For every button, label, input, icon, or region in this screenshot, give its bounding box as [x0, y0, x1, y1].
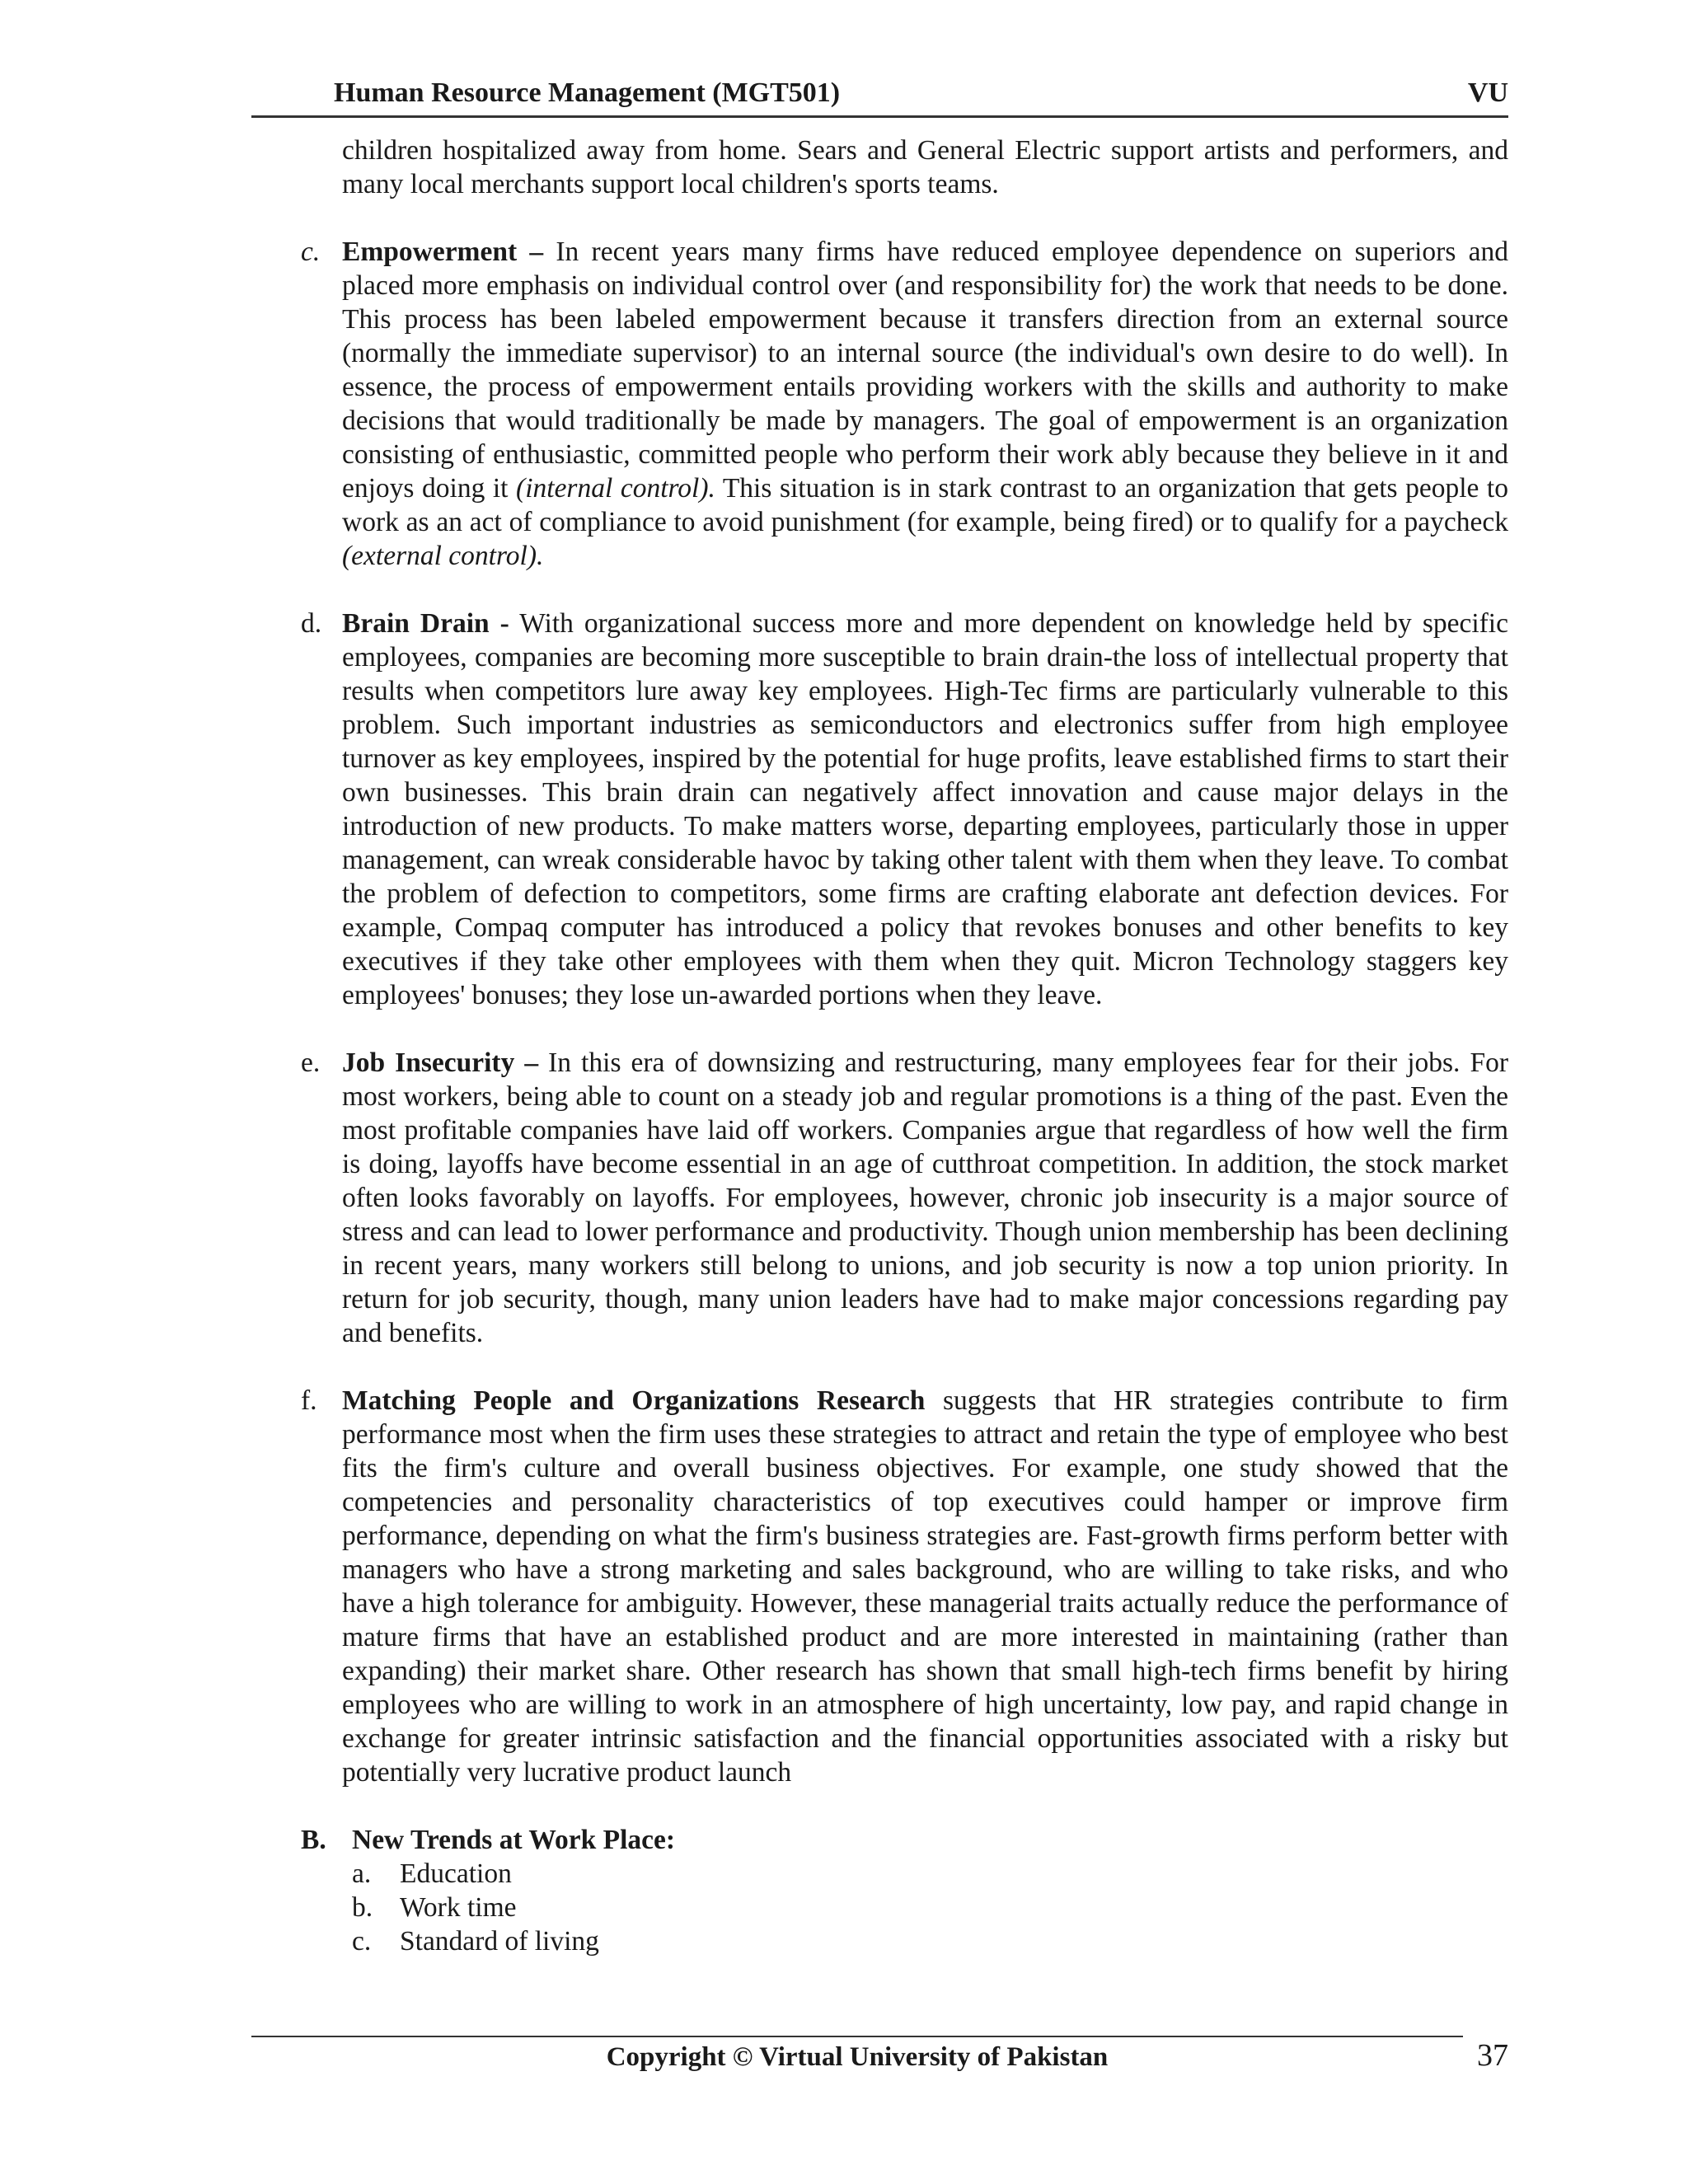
item-heading: Brain Drain -	[342, 608, 509, 639]
page-content	[301, 134, 1508, 1958]
item-text: This situation is in stark contrast to an organization that gets people to work as an act of compliance to avoid punishment (for example, being fired) or to qualify for a paycheck	[342, 473, 1508, 537]
section-number: B.	[301, 1825, 326, 1855]
item-marker: f.	[301, 1385, 317, 1416]
section-b	[301, 1823, 1508, 1958]
sub-label: Standard of living	[400, 1926, 599, 1957]
sub-marker: b.	[352, 1892, 373, 1923]
list-item-job-insecurity	[301, 1046, 1508, 1350]
item-marker: c.	[301, 237, 321, 267]
item-paragraph	[342, 607, 1508, 1012]
footer-divider	[251, 2036, 1463, 2037]
item-marker: d.	[301, 608, 322, 639]
intro-paragraph: children hospitalized away from home. Sears and General Electric support artists and performers, and many local merchants support local children's sports teams.	[342, 135, 1508, 199]
sub-marker: a.	[352, 1858, 372, 1889]
list-item-brain-drain	[301, 607, 1508, 1012]
sub-marker: c.	[352, 1926, 372, 1957]
list-item	[301, 1924, 1508, 1958]
item-heading: Empowerment –	[342, 237, 544, 267]
item-text: In this era of downsizing and restructuring, many employees fear for their jobs. For most workers, being able to count on a steady job and regular promotions is a thing of the past. Even the most profitable companies have laid off workers. Companies argue that regardless of how well the firm is doing, layoffs have become essential in an age of cutthroat competition. In addition, the stock market often looks favorably on layoffs. For employees, however, chronic job insecurity is a major source of stress and can lead to lower performance and productivity. Though union membership has been declining in recent years, many workers still belong to unions, and job security is now a top union priority. In return for job security, though, many union leaders have had to make major concessions regarding pay and benefits.	[342, 1047, 1508, 1348]
item-heading: Matching People and Organizations Research	[342, 1385, 926, 1416]
item-paragraph	[342, 235, 1508, 573]
section-heading	[301, 1823, 1508, 1857]
item-paragraph	[342, 1046, 1508, 1350]
sub-label: Work time	[400, 1892, 517, 1923]
item-paragraph	[342, 1384, 1508, 1789]
item-text: suggests that HR strategies contribute to firm performance most when the firm uses these strategies to attract and retain the type of employee who best fits the firm's culture and overall business objectives. For example, one study showed that the competencies and personality characteristics of top executives could hamper or improve firm performance, depending on what the firm's business strategies are. Fast-growth firms perform better with managers who have a strong marketing and sales background, who are willing to take risks, and who have a high tolerance for ambiguity. However, these managerial traits actually reduce the performance of mature firms that have an established product and are more interested in maintaining (rather than expanding) their market share. Other research has shown that small high-tech firms benefit by hiring employees who are willing to work in an atmosphere of high uncertainty, low pay, and rapid change in exchange for greater intrinsic satisfaction and the financial opportunities associated with a risky but potentially very lucrative product launch	[342, 1385, 1508, 1788]
list-item	[301, 1891, 1508, 1924]
document-title: Human Resource Management (MGT501)	[334, 77, 841, 108]
list-item	[301, 1857, 1508, 1891]
footer-copyright: Copyright © Virtual University of Pakistan	[606, 2042, 1109, 2072]
item-italic: (external control).	[342, 541, 544, 571]
section-b-list	[301, 1857, 1508, 1958]
page-header	[251, 76, 1508, 118]
item-marker: e.	[301, 1047, 321, 1078]
section-title: New Trends at Work Place:	[352, 1825, 676, 1855]
university-mark: VU	[1467, 77, 1508, 108]
list-item-empowerment	[301, 235, 1508, 573]
item-text: With organizational success more and more dependent on knowledge held by specific employees, companies are becoming more susceptible to brain drain-the loss of intellectual property that results when competitors lure away key employees. High-Tec firms are particularly vulnerable to this problem. Such important industries as semiconductors and electronics suffer from high employee turnover as key employees, inspired by the potential for huge profits, leave established firms to start their own businesses. This brain drain can negatively affect innovation and cause major delays in the introduction of new products. To make matters worse, departing employees, particularly those in upper management, can wreak considerable havoc by taking other talent with them when they leave. To combat the problem of defection to competitors, some firms are crafting elaborate ant defection devices. For example, Compaq computer has introduced a policy that revokes bonuses and other benefits to key executives if they take other employees with them when they quit. Micron Technology staggers key employees' bonuses; they lose un-awarded portions when they leave.	[342, 608, 1508, 1010]
list-item-matching-people	[301, 1384, 1508, 1789]
sub-label: Education	[400, 1858, 512, 1889]
item-text: In recent years many firms have reduced employee dependence on superiors and placed more emphasis on individual control over (and responsibility for) the work that needs to be done. This process has been labeled empowerment because it transfers direction from an external source (normally the immediate supervisor) to an internal source (the individual's own desire to do well). In essence, the process of empowerment entails providing workers with the skills and authority to make decisions that would traditionally be made by managers. The goal of empowerment is an organization consisting of enthusiastic, committed people who perform their work ably because they believe in it and enjoys doing it	[342, 237, 1509, 504]
item-italic: (internal control).	[516, 473, 715, 504]
item-heading: Job Insecurity –	[342, 1047, 539, 1078]
page-number: 37	[1477, 2038, 1508, 2073]
